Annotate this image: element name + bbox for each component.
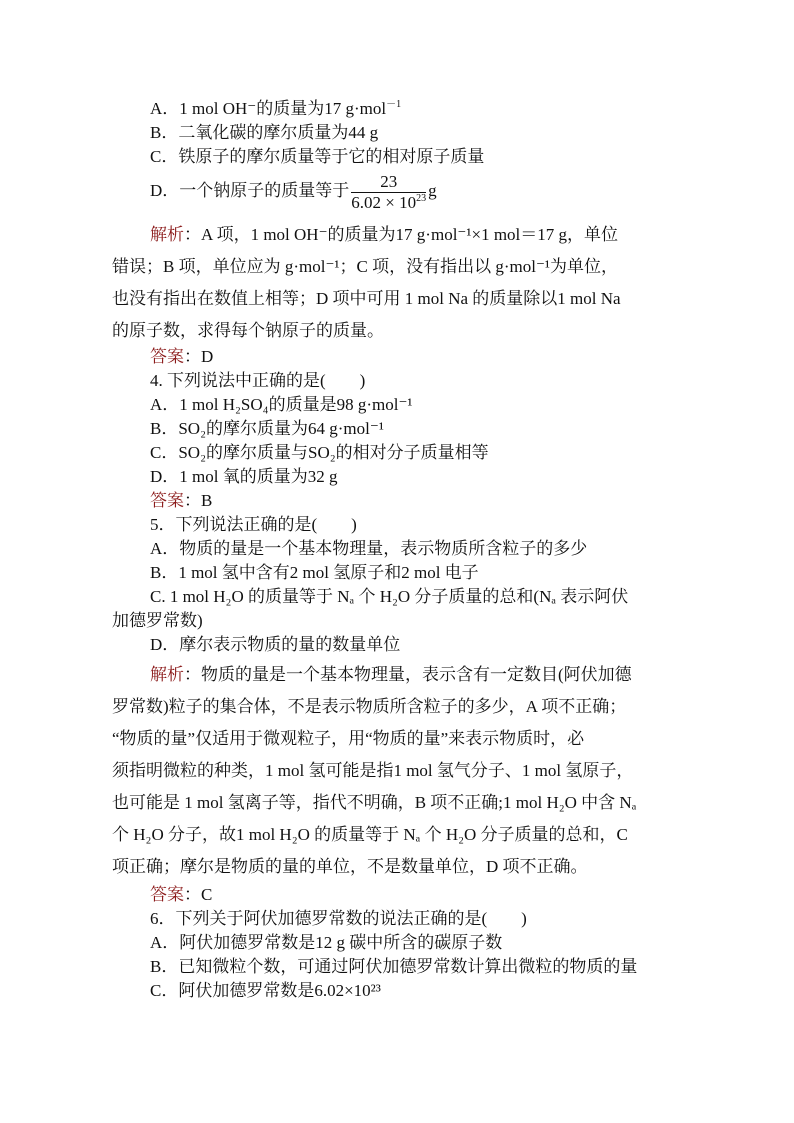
fraction — [351, 172, 426, 213]
fraction-denominator: $6.02 \times 10^{23}$ — [351, 192, 427, 212]
explanation-5-line-5: 也可能是 1 mol 氢离子等，指代不明确，B 项不正确;1 mol H₂O 中含 Nₐ — [112, 793, 637, 812]
answer-label: 答案 — [150, 491, 184, 510]
fraction-numerator: 23 — [351, 172, 426, 193]
explanation-5-line-7: 项正确；摩尔是物质的量的单位，不是数量单位，D 项不正确。 — [112, 857, 588, 876]
answer-4: 答案：B — [150, 491, 213, 510]
q4-option-d: D．1 mol 氧的质量为32 g — [150, 467, 338, 486]
q5-option-a: A．物质的量是一个基本物理量，表示物质所含粒子的多少 — [150, 539, 588, 558]
q6-option-b: B．已知微粒个数，可通过阿伏加德罗常数计算出微粒的物质的量 — [150, 957, 638, 976]
explanation-5-line-4: 须指明微粒的种类，1 mol 氢可能是指1 mol 氢气分子、1 mol 氢原子， — [112, 761, 634, 780]
explanation-2-line-4: 的原子数，求得每个钠原子的质量。 — [112, 321, 384, 340]
explanation-label: 解析 — [150, 665, 184, 684]
q2-option-b: B．二氧化碳的摩尔质量为44 g — [150, 123, 379, 142]
answer-2: 答案：D — [150, 347, 214, 366]
q6-option-c: C．阿伏加德罗常数是6.02×10²³ — [150, 981, 381, 1000]
q2-option-a: A．1 mol OH⁻的质量为17 g·mol$^{-1}$ — [150, 99, 402, 118]
q4-stem: 4. 下列说法中正确的是( ) — [150, 371, 366, 390]
explanation-5-line-3: “物质的量”仅适用于微观粒子，用“物质的量”来表示物质时，必 — [112, 729, 585, 748]
explanation-label: 解析 — [150, 225, 184, 244]
answer-label: 答案 — [150, 347, 184, 366]
q5-option-d: D．摩尔表示物质的量的数量单位 — [150, 635, 401, 654]
q5-option-b: B．1 mol 氢中含有2 mol 氢原子和2 mol 电子 — [150, 563, 479, 582]
answer-5: 答案：C — [150, 885, 213, 904]
explanation-2-line-3: 也没有指出在数值上相等；D 项中可用 1 mol Na 的质量除以1 mol Na — [112, 289, 621, 308]
q5-option-c-line-1: C. 1 mol H₂O 的质量等于 Nₐ 个 H₂O 分子质量的总和(Nₐ 表示阿伏 — [150, 587, 629, 606]
explanation-2-line-1: 解析：A 项，1 mol OH⁻的质量为17 g·mol⁻¹×1 mol＝17 g，单位 — [150, 225, 619, 244]
q4-option-a: A．1 mol H₂SO₄的质量是98 g·mol⁻¹ — [150, 395, 413, 414]
q4-option-c: C．SO₂的摩尔质量与SO₂的相对分子质量相等 — [150, 443, 489, 462]
q2-option-c: C．铁原子的摩尔质量等于它的相对原子质量 — [150, 147, 485, 166]
q6-stem: 6．下列关于阿伏加德罗常数的说法正确的是( ) — [150, 909, 527, 928]
q4-option-b: B．SO₂的摩尔质量为64 g·mol⁻¹ — [150, 419, 384, 438]
explanation-2-line-2: 错误；B 项，单位应为 g·mol⁻¹；C 项，没有指出以 g·mol⁻¹为单位， — [112, 257, 619, 276]
q2-option-d: D．一个钠原子的质量等于 $\frac{23}{6.02 \times 10^{23}}$ g — [150, 171, 437, 212]
superscript: －1 — [386, 99, 402, 110]
answer-label: 答案 — [150, 885, 184, 904]
q5-stem: 5．下列说法正确的是( ) — [150, 515, 357, 534]
explanation-5-line-1: 解析：物质的量是一个基本物理量，表示含有一定数目(阿伏加德 — [150, 665, 632, 684]
q6-option-a: A．阿伏加德罗常数是12 g 碳中所含的碳原子数 — [150, 933, 503, 952]
q5-option-c-line-2: 加德罗常数) — [112, 611, 203, 630]
explanation-5-line-6: 个 H₂O 分子，故1 mol H₂O 的质量等于 Nₐ 个 H₂O 分子质量的总和，C — [112, 825, 628, 844]
explanation-5-line-2: 罗常数)粒子的集合体，不是表示物质所含粒子的多少，A 项不正确； — [112, 697, 627, 716]
